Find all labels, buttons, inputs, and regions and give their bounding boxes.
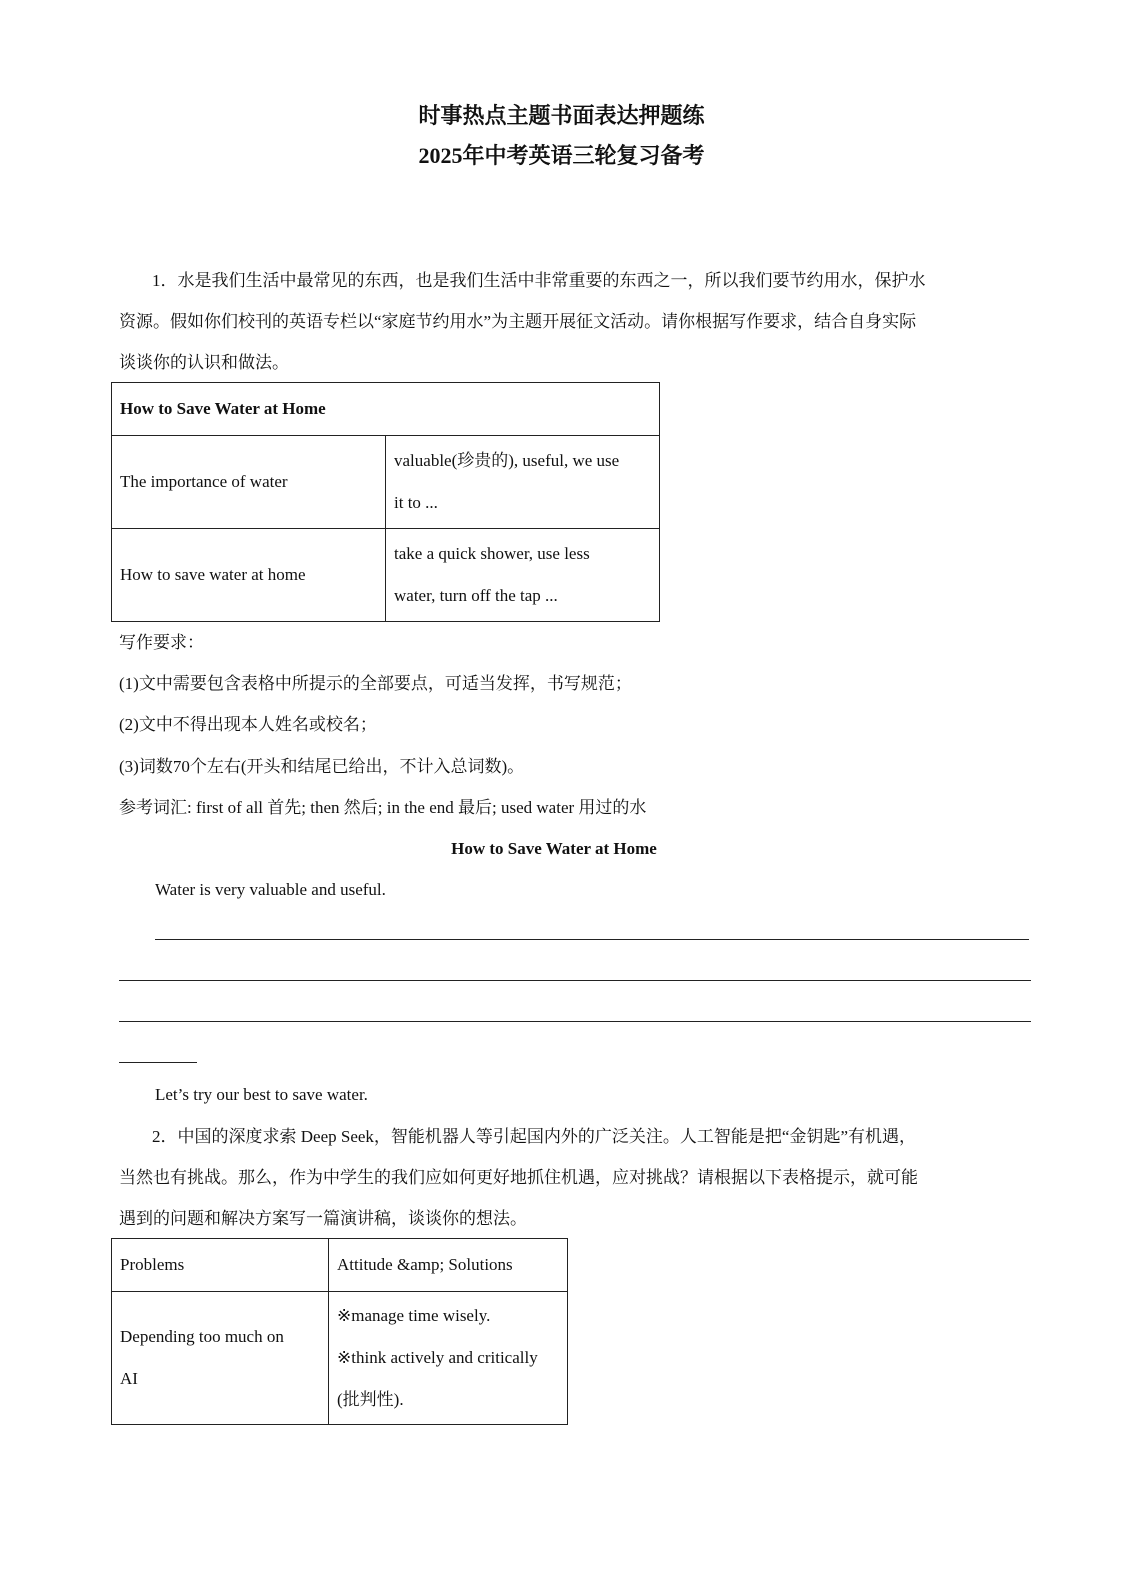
document-title: 时事热点主题书面表达押题练 xyxy=(418,103,705,128)
q1-requirement-2: (2)文中不得出现本人姓名或校名； xyxy=(119,715,377,734)
q1-table-cell-left: How to save water at home xyxy=(112,529,386,622)
q1-essay-closing: Let’s try our best to save water. xyxy=(155,1085,368,1104)
q1-requirements-title: 写作要求： xyxy=(119,633,204,652)
q2-problem-line1: Depending too much on xyxy=(120,1327,284,1346)
q2-solutions-table xyxy=(111,1238,568,1425)
answer-line[interactable] xyxy=(155,939,1029,940)
q1-requirement-3: (3)词数70个左右(开头和结尾已给出，不计入总词数)。 xyxy=(119,757,525,776)
q1-table-cell-right-line1: take a quick shower, use less xyxy=(394,544,590,563)
q2-table-col1-header: Problems xyxy=(112,1239,329,1292)
q2-prompt-line1: 2．中国的深度求索 Deep Seek，智能机器人等引起国内外的广泛关注。人工智能是把“金钥匙”有机遇， xyxy=(152,1127,917,1146)
table-row xyxy=(112,1239,568,1292)
q2-solution-line2: ※think actively and critically xyxy=(337,1348,538,1367)
answer-line-short[interactable] xyxy=(119,1062,197,1063)
q1-essay-title: How to Save Water at Home xyxy=(451,839,657,858)
q1-table-cell-right-line1: valuable(珍贵的), useful, we use xyxy=(394,451,620,470)
q1-vocabulary: 参考词汇: first of all 首先; then 然后; in the end 最后; used water 用过的水 xyxy=(119,798,647,817)
q1-requirement-1: (1)文中需要包含表格中所提示的全部要点，可适当发挥，书写规范； xyxy=(119,674,632,693)
table-row xyxy=(112,529,660,622)
q2-table-problem-cell xyxy=(112,1292,329,1425)
q2-table-solution-cell xyxy=(329,1292,568,1425)
q1-table-cell-right-line2: water, turn off the tap ... xyxy=(394,586,558,605)
table-row xyxy=(112,1292,568,1425)
q1-outline-table xyxy=(111,382,660,622)
q1-essay-opening: Water is very valuable and useful. xyxy=(155,880,386,899)
q1-table-cell-right xyxy=(386,529,660,622)
q1-table-cell-left: The importance of water xyxy=(112,436,386,529)
q1-table-cell-right xyxy=(386,436,660,529)
table-row xyxy=(112,436,660,529)
q1-prompt-line3: 谈谈你的认识和做法。 xyxy=(119,353,289,372)
q2-problem-line2: AI xyxy=(120,1369,138,1388)
q2-prompt-line3: 遇到的问题和解决方案写一篇演讲稿，谈谈你的想法。 xyxy=(119,1209,527,1228)
q1-prompt-line1: 1．水是我们生活中最常见的东西，也是我们生活中非常重要的东西之一，所以我们要节约用水，保护水 xyxy=(152,271,926,290)
answer-line[interactable] xyxy=(119,1021,1031,1022)
q1-table-cell-right-line2: it to ... xyxy=(394,493,438,512)
q2-table-col2-header: Attitude &amp; Solutions xyxy=(329,1239,568,1292)
q1-table-header: How to Save Water at Home xyxy=(112,383,660,436)
q2-solution-line3: (批判性). xyxy=(337,1390,404,1409)
answer-line[interactable] xyxy=(119,980,1031,981)
q2-solution-line1: ※manage time wisely. xyxy=(337,1306,491,1325)
document-subtitle: 2025年中考英语三轮复习备考 xyxy=(418,143,705,168)
q2-prompt-line2: 当然也有挑战。那么，作为中学生的我们应如何更好地抓住机遇，应对挑战？请根据以下表格提示，就可能 xyxy=(119,1168,918,1187)
q1-prompt-line2: 资源。假如你们校刊的英语专栏以“家庭节约用水”为主题开展征文活动。请你根据写作要求，结合自身实际 xyxy=(119,312,917,331)
